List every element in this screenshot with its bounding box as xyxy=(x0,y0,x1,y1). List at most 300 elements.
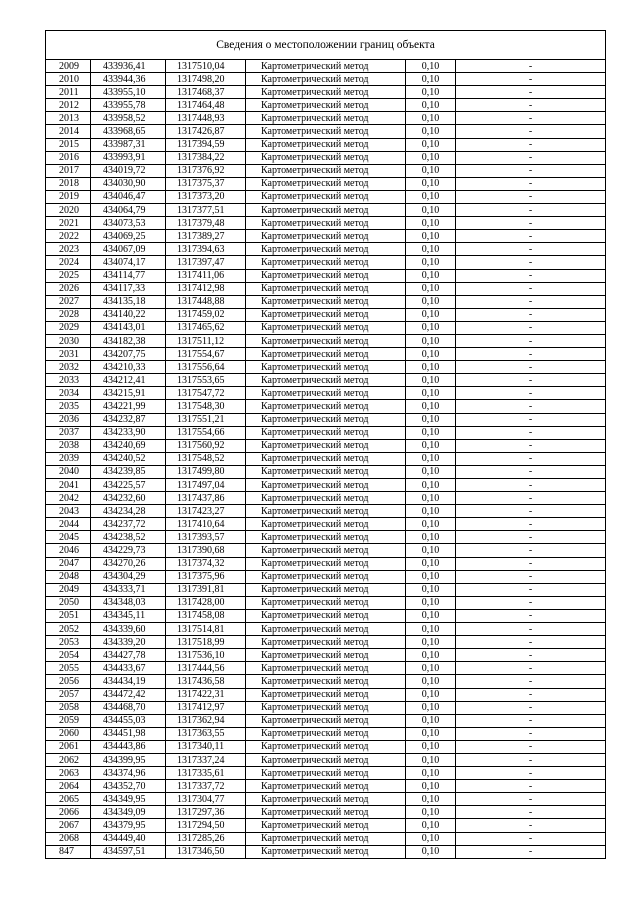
accuracy-cell: 0,10 xyxy=(406,374,456,387)
description-cell: - xyxy=(456,164,606,177)
accuracy-cell: 0,10 xyxy=(406,845,456,858)
description-cell: - xyxy=(456,662,606,675)
accuracy-cell: 0,10 xyxy=(406,557,456,570)
method-cell: Картометрический метод xyxy=(246,426,406,439)
x-coordinate-cell: 434182,38 xyxy=(91,334,166,347)
accuracy-cell: 0,10 xyxy=(406,73,456,86)
accuracy-cell: 0,10 xyxy=(406,701,456,714)
point-number-cell: 2047 xyxy=(46,557,91,570)
method-cell: Картометрический метод xyxy=(246,308,406,321)
table-row xyxy=(46,204,606,217)
point-number-cell: 2067 xyxy=(46,819,91,832)
y-coordinate-cell: 1317464,48 xyxy=(166,99,246,112)
table-row xyxy=(46,780,606,793)
accuracy-cell: 0,10 xyxy=(406,727,456,740)
table-row xyxy=(46,832,606,845)
accuracy-cell: 0,10 xyxy=(406,492,456,505)
accuracy-cell: 0,10 xyxy=(406,269,456,282)
accuracy-cell: 0,10 xyxy=(406,714,456,727)
x-coordinate-cell: 434073,53 xyxy=(91,217,166,230)
description-cell: - xyxy=(456,282,606,295)
y-coordinate-cell: 1317554,66 xyxy=(166,426,246,439)
description-cell: - xyxy=(456,400,606,413)
x-coordinate-cell: 433987,31 xyxy=(91,138,166,151)
method-cell: Картометрический метод xyxy=(246,125,406,138)
x-coordinate-cell: 434229,73 xyxy=(91,544,166,557)
y-coordinate-cell: 1317335,61 xyxy=(166,767,246,780)
x-coordinate-cell: 434434,19 xyxy=(91,675,166,688)
description-cell: - xyxy=(456,426,606,439)
accuracy-cell: 0,10 xyxy=(406,400,456,413)
description-cell: - xyxy=(456,321,606,334)
description-cell: - xyxy=(456,793,606,806)
x-coordinate-cell: 434449,40 xyxy=(91,832,166,845)
point-number-cell: 2020 xyxy=(46,204,91,217)
description-cell: - xyxy=(456,439,606,452)
description-cell: - xyxy=(456,217,606,230)
point-number-cell: 2018 xyxy=(46,177,91,190)
method-cell: Картометрический метод xyxy=(246,269,406,282)
table-row xyxy=(46,230,606,243)
accuracy-cell: 0,10 xyxy=(406,780,456,793)
point-number-cell: 2011 xyxy=(46,86,91,99)
description-cell: - xyxy=(456,334,606,347)
point-number-cell: 2064 xyxy=(46,780,91,793)
y-coordinate-cell: 1317384,22 xyxy=(166,151,246,164)
description-cell: - xyxy=(456,740,606,753)
y-coordinate-cell: 1317497,04 xyxy=(166,479,246,492)
y-coordinate-cell: 1317422,31 xyxy=(166,688,246,701)
point-number-cell: 2035 xyxy=(46,400,91,413)
method-cell: Картометрический метод xyxy=(246,492,406,505)
point-number-cell: 2016 xyxy=(46,151,91,164)
method-cell: Картометрический метод xyxy=(246,151,406,164)
y-coordinate-cell: 1317412,97 xyxy=(166,701,246,714)
accuracy-cell: 0,10 xyxy=(406,112,456,125)
x-coordinate-cell: 434427,78 xyxy=(91,649,166,662)
point-number-cell: 2046 xyxy=(46,544,91,557)
y-coordinate-cell: 1317448,93 xyxy=(166,112,246,125)
x-coordinate-cell: 434374,96 xyxy=(91,767,166,780)
x-coordinate-cell: 434304,29 xyxy=(91,570,166,583)
x-coordinate-cell: 434210,33 xyxy=(91,361,166,374)
method-cell: Картометрический метод xyxy=(246,806,406,819)
method-cell: Картометрический метод xyxy=(246,439,406,452)
method-cell: Картометрический метод xyxy=(246,714,406,727)
point-number-cell: 2028 xyxy=(46,308,91,321)
point-number-cell: 2045 xyxy=(46,531,91,544)
x-coordinate-cell: 434237,72 xyxy=(91,518,166,531)
method-cell: Картометрический метод xyxy=(246,675,406,688)
method-cell: Картометрический метод xyxy=(246,845,406,858)
table-row xyxy=(46,177,606,190)
y-coordinate-cell: 1317346,50 xyxy=(166,845,246,858)
point-number-cell: 2024 xyxy=(46,256,91,269)
table-row xyxy=(46,112,606,125)
method-cell: Картометрический метод xyxy=(246,636,406,649)
point-number-cell: 2044 xyxy=(46,518,91,531)
table-row xyxy=(46,740,606,753)
accuracy-cell: 0,10 xyxy=(406,609,456,622)
point-number-cell: 2031 xyxy=(46,348,91,361)
y-coordinate-cell: 1317394,59 xyxy=(166,138,246,151)
description-cell: - xyxy=(456,60,606,73)
table-row xyxy=(46,465,606,478)
table-row xyxy=(46,570,606,583)
x-coordinate-cell: 434455,03 xyxy=(91,714,166,727)
y-coordinate-cell: 1317448,88 xyxy=(166,295,246,308)
table-row xyxy=(46,217,606,230)
table-row xyxy=(46,767,606,780)
x-coordinate-cell: 433955,10 xyxy=(91,86,166,99)
table-row xyxy=(46,190,606,203)
table-row xyxy=(46,609,606,622)
description-cell: - xyxy=(456,204,606,217)
point-number-cell: 2039 xyxy=(46,452,91,465)
point-number-cell: 2042 xyxy=(46,492,91,505)
description-cell: - xyxy=(456,544,606,557)
y-coordinate-cell: 1317379,48 xyxy=(166,217,246,230)
y-coordinate-cell: 1317553,65 xyxy=(166,374,246,387)
description-cell: - xyxy=(456,688,606,701)
description-cell: - xyxy=(456,609,606,622)
point-number-cell: 2060 xyxy=(46,727,91,740)
description-cell: - xyxy=(456,701,606,714)
description-cell: - xyxy=(456,387,606,400)
y-coordinate-cell: 1317393,57 xyxy=(166,531,246,544)
table-row xyxy=(46,348,606,361)
y-coordinate-cell: 1317423,27 xyxy=(166,505,246,518)
accuracy-cell: 0,10 xyxy=(406,452,456,465)
point-number-cell: 2033 xyxy=(46,374,91,387)
method-cell: Картометрический метод xyxy=(246,819,406,832)
table-row xyxy=(46,596,606,609)
accuracy-cell: 0,10 xyxy=(406,164,456,177)
x-coordinate-cell: 434433,67 xyxy=(91,662,166,675)
accuracy-cell: 0,10 xyxy=(406,675,456,688)
accuracy-cell: 0,10 xyxy=(406,243,456,256)
y-coordinate-cell: 1317547,72 xyxy=(166,387,246,400)
x-coordinate-cell: 434019,72 xyxy=(91,164,166,177)
x-coordinate-cell: 434239,85 xyxy=(91,465,166,478)
y-coordinate-cell: 1317397,47 xyxy=(166,256,246,269)
table-row xyxy=(46,374,606,387)
x-coordinate-cell: 434117,33 xyxy=(91,282,166,295)
table-row xyxy=(46,753,606,766)
point-number-cell: 2012 xyxy=(46,99,91,112)
point-number-cell: 2029 xyxy=(46,321,91,334)
accuracy-cell: 0,10 xyxy=(406,767,456,780)
accuracy-cell: 0,10 xyxy=(406,518,456,531)
table-row xyxy=(46,819,606,832)
x-coordinate-cell: 434348,03 xyxy=(91,596,166,609)
y-coordinate-cell: 1317390,68 xyxy=(166,544,246,557)
point-number-cell: 2050 xyxy=(46,596,91,609)
description-cell: - xyxy=(456,806,606,819)
point-number-cell: 2051 xyxy=(46,609,91,622)
y-coordinate-cell: 1317375,37 xyxy=(166,177,246,190)
y-coordinate-cell: 1317340,11 xyxy=(166,740,246,753)
x-coordinate-cell: 434221,99 xyxy=(91,400,166,413)
x-coordinate-cell: 434349,09 xyxy=(91,806,166,819)
description-cell: - xyxy=(456,151,606,164)
table-row xyxy=(46,806,606,819)
description-cell: - xyxy=(456,243,606,256)
description-cell: - xyxy=(456,190,606,203)
y-coordinate-cell: 1317410,64 xyxy=(166,518,246,531)
point-number-cell: 2041 xyxy=(46,479,91,492)
y-coordinate-cell: 1317362,94 xyxy=(166,714,246,727)
point-number-cell: 2063 xyxy=(46,767,91,780)
description-cell: - xyxy=(456,845,606,858)
x-coordinate-cell: 434215,91 xyxy=(91,387,166,400)
method-cell: Картометрический метод xyxy=(246,413,406,426)
x-coordinate-cell: 433993,91 xyxy=(91,151,166,164)
y-coordinate-cell: 1317556,64 xyxy=(166,361,246,374)
accuracy-cell: 0,10 xyxy=(406,753,456,766)
table-row xyxy=(46,662,606,675)
x-coordinate-cell: 434069,25 xyxy=(91,230,166,243)
description-cell: - xyxy=(456,361,606,374)
x-coordinate-cell: 434399,95 xyxy=(91,753,166,766)
method-cell: Картометрический метод xyxy=(246,518,406,531)
point-number-cell: 2054 xyxy=(46,649,91,662)
y-coordinate-cell: 1317548,30 xyxy=(166,400,246,413)
x-coordinate-cell: 434443,86 xyxy=(91,740,166,753)
description-cell: - xyxy=(456,675,606,688)
y-coordinate-cell: 1317394,63 xyxy=(166,243,246,256)
table-row xyxy=(46,361,606,374)
title-row xyxy=(46,31,606,60)
accuracy-cell: 0,10 xyxy=(406,217,456,230)
table-row xyxy=(46,439,606,452)
y-coordinate-cell: 1317391,81 xyxy=(166,583,246,596)
point-number-cell: 2057 xyxy=(46,688,91,701)
y-coordinate-cell: 1317304,77 xyxy=(166,793,246,806)
point-number-cell: 2032 xyxy=(46,361,91,374)
point-number-cell: 2013 xyxy=(46,112,91,125)
point-number-cell: 847 xyxy=(46,845,91,858)
description-cell: - xyxy=(456,623,606,636)
table-row xyxy=(46,125,606,138)
table-row xyxy=(46,583,606,596)
x-coordinate-cell: 434339,20 xyxy=(91,636,166,649)
point-number-cell: 2025 xyxy=(46,269,91,282)
y-coordinate-cell: 1317437,86 xyxy=(166,492,246,505)
x-coordinate-cell: 434352,70 xyxy=(91,780,166,793)
method-cell: Картометрический метод xyxy=(246,217,406,230)
point-number-cell: 2037 xyxy=(46,426,91,439)
x-coordinate-cell: 433968,65 xyxy=(91,125,166,138)
method-cell: Картометрический метод xyxy=(246,544,406,557)
table-row xyxy=(46,151,606,164)
table-row xyxy=(46,701,606,714)
description-cell: - xyxy=(456,269,606,282)
description-cell: - xyxy=(456,73,606,86)
accuracy-cell: 0,10 xyxy=(406,177,456,190)
description-cell: - xyxy=(456,452,606,465)
accuracy-cell: 0,10 xyxy=(406,86,456,99)
y-coordinate-cell: 1317389,27 xyxy=(166,230,246,243)
point-number-cell: 2015 xyxy=(46,138,91,151)
accuracy-cell: 0,10 xyxy=(406,387,456,400)
table-row xyxy=(46,400,606,413)
y-coordinate-cell: 1317363,55 xyxy=(166,727,246,740)
description-cell: - xyxy=(456,413,606,426)
table-row xyxy=(46,295,606,308)
description-cell: - xyxy=(456,86,606,99)
x-coordinate-cell: 433958,52 xyxy=(91,112,166,125)
accuracy-cell: 0,10 xyxy=(406,361,456,374)
table-row xyxy=(46,675,606,688)
method-cell: Картометрический метод xyxy=(246,583,406,596)
description-cell: - xyxy=(456,557,606,570)
method-cell: Картометрический метод xyxy=(246,780,406,793)
table-row xyxy=(46,688,606,701)
description-cell: - xyxy=(456,138,606,151)
accuracy-cell: 0,10 xyxy=(406,649,456,662)
accuracy-cell: 0,10 xyxy=(406,544,456,557)
y-coordinate-cell: 1317412,98 xyxy=(166,282,246,295)
point-number-cell: 2034 xyxy=(46,387,91,400)
method-cell: Картометрический метод xyxy=(246,387,406,400)
table-row xyxy=(46,531,606,544)
x-coordinate-cell: 434067,09 xyxy=(91,243,166,256)
point-number-cell: 2022 xyxy=(46,230,91,243)
accuracy-cell: 0,10 xyxy=(406,583,456,596)
accuracy-cell: 0,10 xyxy=(406,321,456,334)
method-cell: Картометрический метод xyxy=(246,767,406,780)
accuracy-cell: 0,10 xyxy=(406,99,456,112)
table-row xyxy=(46,714,606,727)
description-cell: - xyxy=(456,753,606,766)
description-cell: - xyxy=(456,518,606,531)
description-cell: - xyxy=(456,112,606,125)
method-cell: Картометрический метод xyxy=(246,361,406,374)
point-number-cell: 2053 xyxy=(46,636,91,649)
accuracy-cell: 0,10 xyxy=(406,256,456,269)
table-row xyxy=(46,387,606,400)
method-cell: Картометрический метод xyxy=(246,740,406,753)
y-coordinate-cell: 1317285,26 xyxy=(166,832,246,845)
y-coordinate-cell: 1317560,92 xyxy=(166,439,246,452)
point-number-cell: 2048 xyxy=(46,570,91,583)
description-cell: - xyxy=(456,230,606,243)
accuracy-cell: 0,10 xyxy=(406,138,456,151)
description-cell: - xyxy=(456,505,606,518)
x-coordinate-cell: 434240,69 xyxy=(91,439,166,452)
method-cell: Картометрический метод xyxy=(246,793,406,806)
table-row xyxy=(46,60,606,73)
accuracy-cell: 0,10 xyxy=(406,596,456,609)
table-row xyxy=(46,321,606,334)
x-coordinate-cell: 434212,41 xyxy=(91,374,166,387)
point-number-cell: 2027 xyxy=(46,295,91,308)
description-cell: - xyxy=(456,780,606,793)
x-coordinate-cell: 434135,18 xyxy=(91,295,166,308)
x-coordinate-cell: 434232,87 xyxy=(91,413,166,426)
accuracy-cell: 0,10 xyxy=(406,282,456,295)
table-row xyxy=(46,518,606,531)
accuracy-cell: 0,10 xyxy=(406,662,456,675)
point-number-cell: 2030 xyxy=(46,334,91,347)
method-cell: Картометрический метод xyxy=(246,596,406,609)
y-coordinate-cell: 1317294,50 xyxy=(166,819,246,832)
x-coordinate-cell: 433944,36 xyxy=(91,73,166,86)
method-cell: Картометрический метод xyxy=(246,348,406,361)
y-coordinate-cell: 1317468,37 xyxy=(166,86,246,99)
point-number-cell: 2068 xyxy=(46,832,91,845)
method-cell: Картометрический метод xyxy=(246,86,406,99)
y-coordinate-cell: 1317511,12 xyxy=(166,334,246,347)
table-row xyxy=(46,649,606,662)
y-coordinate-cell: 1317411,06 xyxy=(166,269,246,282)
x-coordinate-cell: 434225,57 xyxy=(91,479,166,492)
y-coordinate-cell: 1317377,51 xyxy=(166,204,246,217)
point-number-cell: 2014 xyxy=(46,125,91,138)
y-coordinate-cell: 1317498,20 xyxy=(166,73,246,86)
accuracy-cell: 0,10 xyxy=(406,308,456,321)
table-row xyxy=(46,492,606,505)
accuracy-cell: 0,10 xyxy=(406,204,456,217)
table-row xyxy=(46,623,606,636)
x-coordinate-cell: 434270,26 xyxy=(91,557,166,570)
method-cell: Картометрический метод xyxy=(246,204,406,217)
point-number-cell: 2058 xyxy=(46,701,91,714)
x-coordinate-cell: 434046,47 xyxy=(91,190,166,203)
point-number-cell: 2026 xyxy=(46,282,91,295)
method-cell: Картометрический метод xyxy=(246,60,406,73)
description-cell: - xyxy=(456,99,606,112)
method-cell: Картометрический метод xyxy=(246,753,406,766)
point-number-cell: 2040 xyxy=(46,465,91,478)
method-cell: Картометрический метод xyxy=(246,609,406,622)
point-number-cell: 2059 xyxy=(46,714,91,727)
description-cell: - xyxy=(456,256,606,269)
point-number-cell: 2049 xyxy=(46,583,91,596)
x-coordinate-cell: 434234,28 xyxy=(91,505,166,518)
y-coordinate-cell: 1317374,32 xyxy=(166,557,246,570)
accuracy-cell: 0,10 xyxy=(406,819,456,832)
x-coordinate-cell: 434064,79 xyxy=(91,204,166,217)
table-row xyxy=(46,557,606,570)
y-coordinate-cell: 1317459,02 xyxy=(166,308,246,321)
description-cell: - xyxy=(456,348,606,361)
y-coordinate-cell: 1317510,04 xyxy=(166,60,246,73)
x-coordinate-cell: 434339,60 xyxy=(91,623,166,636)
y-coordinate-cell: 1317465,62 xyxy=(166,321,246,334)
x-coordinate-cell: 434074,17 xyxy=(91,256,166,269)
description-cell: - xyxy=(456,374,606,387)
method-cell: Картометрический метод xyxy=(246,282,406,295)
point-number-cell: 2055 xyxy=(46,662,91,675)
method-cell: Картометрический метод xyxy=(246,570,406,583)
method-cell: Картометрический метод xyxy=(246,531,406,544)
accuracy-cell: 0,10 xyxy=(406,832,456,845)
point-number-cell: 2056 xyxy=(46,675,91,688)
table-row xyxy=(46,793,606,806)
table-row xyxy=(46,845,606,858)
table-row xyxy=(46,334,606,347)
accuracy-cell: 0,10 xyxy=(406,60,456,73)
method-cell: Картометрический метод xyxy=(246,177,406,190)
table-row xyxy=(46,138,606,151)
x-coordinate-cell: 434472,42 xyxy=(91,688,166,701)
y-coordinate-cell: 1317536,10 xyxy=(166,649,246,662)
x-coordinate-cell: 434379,95 xyxy=(91,819,166,832)
table-row xyxy=(46,73,606,86)
method-cell: Картометрический метод xyxy=(246,256,406,269)
